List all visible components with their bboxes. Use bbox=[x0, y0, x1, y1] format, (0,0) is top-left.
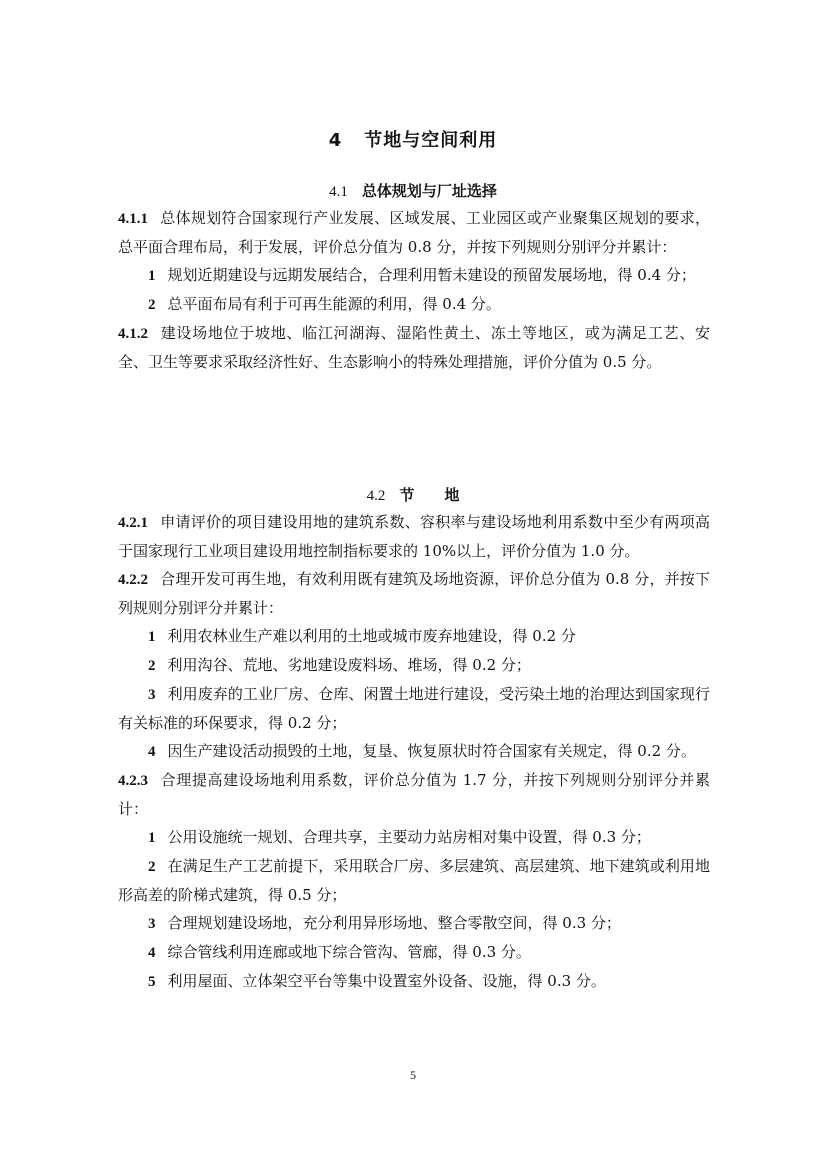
list-item bbox=[118, 852, 710, 909]
clause-4-2-3 bbox=[118, 766, 710, 823]
section-number: 4.1 bbox=[329, 184, 348, 200]
item-text: 利用沟谷、荒地、劣地建设废料场、堆场，得 0.2 分； bbox=[167, 656, 531, 674]
list-item bbox=[118, 680, 710, 737]
section-number: 4.2 bbox=[366, 488, 386, 504]
chapter-title: 节地与空间利用 bbox=[364, 130, 498, 151]
clause-text: 总体规划符合国家现行产业发展、区域发展、工业园区或产业聚集区规划的要求，总平面合理布局，利于发展，评价总分值为 0.8 分，并按下列规则分别评分并累计： bbox=[118, 209, 710, 256]
list-item bbox=[118, 622, 710, 651]
item-text: 综合管线利用连廊或地下综合管沟、管廊，得 0.3 分。 bbox=[167, 943, 531, 961]
clause-text: 建设场地位于坡地、临江河湖海、湿陷性黄土、冻土等地区，或为满足工艺、安全、卫生等要求采取经济性好、生态影响小的特殊处理措施，评价分值为 0.5 分。 bbox=[118, 324, 710, 371]
clause-4-2-1 bbox=[118, 508, 710, 565]
item-text: 公用设施统一规划、合理共享，主要动力站房相对集中设置，得 0.3 分； bbox=[167, 828, 651, 846]
section-heading-4-2 bbox=[0, 484, 826, 505]
list-item bbox=[118, 651, 710, 680]
list-item bbox=[118, 823, 710, 852]
item-text: 在满足生产工艺前提下，采用联合厂房、多层建筑、高层建筑、地下建筑或利用地形高差的阶梯式建筑，得 0.5 分； bbox=[118, 857, 710, 904]
item-number: 3 bbox=[148, 916, 156, 932]
clause-number: 4.2.2 bbox=[118, 572, 148, 588]
list-item bbox=[118, 290, 710, 319]
item-number: 4 bbox=[148, 945, 156, 961]
section-body-4-2 bbox=[118, 508, 710, 996]
list-item bbox=[118, 909, 710, 938]
item-number: 3 bbox=[148, 687, 156, 703]
clause-number: 4.2.3 bbox=[118, 773, 148, 789]
clause-number: 4.1.2 bbox=[118, 326, 148, 342]
item-text: 因生产建设活动损毁的土地，复垦、恢复原状时符合国家有关规定，得 0.2 分。 bbox=[167, 742, 696, 760]
item-number: 1 bbox=[148, 830, 156, 846]
chapter-number: 4 bbox=[328, 130, 343, 151]
list-item bbox=[118, 967, 710, 996]
clause-text: 申请评价的项目建设用地的建筑系数、容积率与建设场地利用系数中至少有两项高于国家现行工业项目建设用地控制指标要求的 10%以上，评价分值为 1.0 分。 bbox=[118, 513, 710, 560]
clause-4-1-2 bbox=[118, 319, 710, 376]
clause-4-2-2 bbox=[118, 565, 710, 622]
item-number: 1 bbox=[148, 629, 156, 645]
clause-text: 合理开发可再生地，有效利用既有建筑及场地资源，评价总分值为 0.8 分，并按下列规则分别评分并累计： bbox=[118, 570, 710, 617]
clause-number: 4.1.1 bbox=[118, 211, 148, 227]
item-text: 合理规划建设场地，充分利用异形场地、整合零散空间，得 0.3 分； bbox=[167, 914, 621, 932]
chapter-heading bbox=[0, 126, 826, 152]
section-title: 节 地 bbox=[399, 486, 460, 504]
item-number: 5 bbox=[148, 974, 156, 990]
item-text: 利用废弃的工业厂房、仓库、闲置土地进行建设，受污染土地的治理达到国家现行有关标准的环保要求，得 0.2 分； bbox=[118, 685, 710, 732]
item-text: 利用屋面、立体架空平台等集中设置室外设备、设施，得 0.3 分。 bbox=[167, 972, 606, 990]
clause-4-1-1 bbox=[118, 204, 710, 261]
item-number: 2 bbox=[148, 658, 156, 674]
item-text: 总平面布局有利于可再生能源的利用，得 0.4 分。 bbox=[167, 295, 501, 313]
section-heading-4-1 bbox=[0, 180, 826, 201]
item-number: 2 bbox=[148, 297, 156, 313]
item-text: 利用农林业生产难以利用的土地或城市废弃地建设，得 0.2 分 bbox=[167, 627, 576, 645]
list-item bbox=[118, 261, 710, 290]
section-title: 总体规划与厂址选择 bbox=[361, 182, 497, 200]
item-number: 1 bbox=[148, 268, 156, 284]
page-number: 5 bbox=[410, 1068, 416, 1082]
section-body-4-1 bbox=[118, 204, 710, 376]
clause-text: 合理提高建设场地利用系数，评价总分值为 1.7 分，并按下列规则分别评分并累计： bbox=[118, 771, 710, 818]
clause-number: 4.2.1 bbox=[118, 515, 148, 531]
list-item bbox=[118, 938, 710, 967]
item-number: 2 bbox=[148, 859, 156, 875]
list-item bbox=[118, 737, 710, 766]
item-text: 规划近期建设与远期发展结合，合理利用暂未建设的预留发展场地，得 0.4 分； bbox=[167, 266, 696, 284]
item-number: 4 bbox=[148, 744, 156, 760]
